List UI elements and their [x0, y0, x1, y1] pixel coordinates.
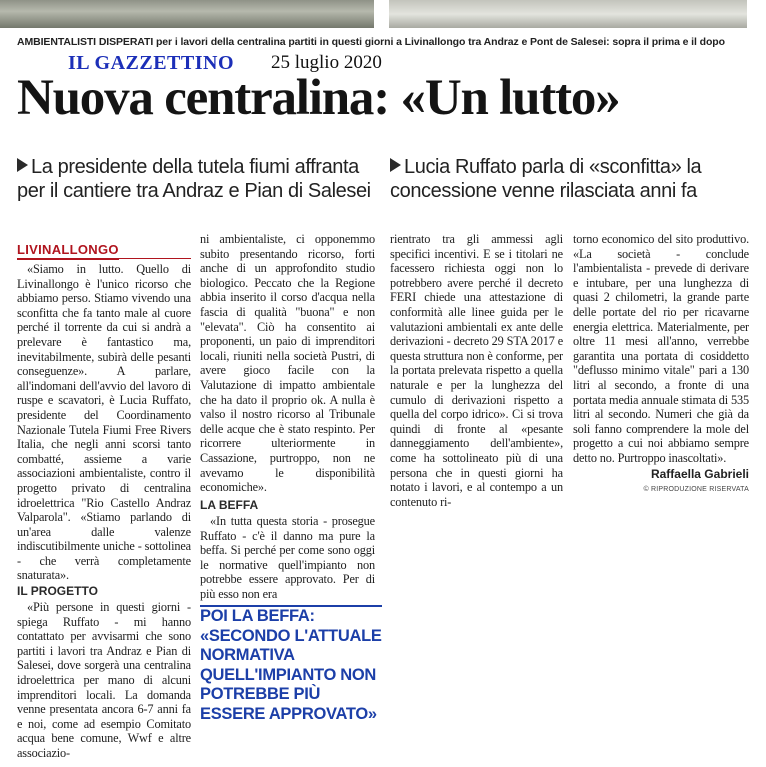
article-column-3 [390, 232, 563, 509]
copyright-notice: © RIPRODUZIONE RISERVATA [643, 486, 749, 493]
section-heading-beffa: LA BEFFA [200, 498, 259, 512]
publication-date: 25 luglio 2020 [271, 52, 382, 73]
photo-before [0, 0, 374, 28]
paragraph: «Siamo in lutto. Quello di Livinallongo è l'unico ricorso che abbiamo perso. Stiamo vivendo una sconfitta che fa tanto male al cuore perché il torrente da cui si andrà a prelevare è fantastico ma, inevitabilmente, subirà delle pesanti conseguenze». A parlare, all'indomani dell'avvio del lavoro di ruspe e scavatori, è Lucia Ruffato, presidente del Coordinamento Nazionale Tutela Fiumi Free Rivers Italia, che negli anni scorsi tanto combatté, assieme a varie associazioni ambientaliste, contro il progetto privato di centralina idroelettrica "Rio Castello Andraz Valparola". «Stiamo parlando di un'area dalle valenze indiscutibilmente uniche - sottolinea - che verrà completamente snaturata». [17, 262, 191, 583]
kicker-rule [17, 258, 191, 259]
photo-strip [0, 0, 766, 30]
triangle-bullet-icon [390, 158, 401, 172]
pull-quote: POI LA BEFFA: «SECONDO L'ATTUALE NORMATIVA QUELL'IMPIANTO NON POTREBBE PIÙ ESSERE APPROVATO» [200, 607, 382, 723]
subheadline-right [390, 155, 760, 203]
section-heading-progetto: IL PROGETTO [17, 584, 98, 598]
subheadline-right-text: Lucia Ruffato parla di «sconfitta» la concessione venne rilasciata anni fa [390, 156, 702, 202]
subheadline-left [17, 155, 387, 203]
article-column-1 [17, 262, 191, 583]
article-column-2 [200, 232, 375, 495]
photo-after [389, 0, 747, 28]
subheadline-left-text: La presidente della tutela fiumi affranta per il cantiere tra Andraz e Pian di Salesei [17, 156, 371, 202]
paragraph: rientrato tra gli ammessi agli specifici incentivi. E se i titolari ne facessero richiesta oggi non lo potrebbero avere perché il decreto FERI chiede una attestazione di conformità alle linee guida per le valutazioni ambientali ex ante delle derivazioni - decreto 29 STA 2017 e questa struttura non è conforme, per la portata prelevata rispetto a quella naturale e per la lunghezza del cumulo di derivazioni rispetto a quella del corpo idrico». Ci si trova quindi di fronte al «pesante danneggiamento dell'ambiente», come ha sottolineato più di una persona che in questi giorni ha notato i lavori, e al contempo a un contenuto ri- [390, 232, 563, 509]
article-column-1b [17, 600, 191, 761]
paragraph: «Più persone in questi giorni - spiega Ruffato - mi hanno contattato per avvisarmi che sono partiti i lavori tra Andraz e Pian di Salesei, dove sorgerà una centralina idroelettrica per mano di alcuni imprenditori locali. La domanda venne presentata ancora 6-7 anni fa e noi, come ad esempio Comitato acqua bene comune, Wwf e altre associazio- [17, 600, 191, 760]
newspaper-masthead: IL GAZZETTINO [68, 52, 235, 74]
article-column-4 [573, 232, 749, 466]
location-kicker: LIVINALLONGO [17, 242, 119, 260]
caption-text: per i lavori della centralina partiti in questi giorni a Livinallongo tra Andraz e Pont de Salesei: sopra il prima e il dopo [153, 36, 725, 48]
paragraph: ni ambientaliste, ci opponemmo subito presentando ricorso, forti anche di un approfondito studio biologico. Peccato che la Regione abbia inserito il corso d'acqua nella fascia di qualità "buona" e non "elevata". Ciò ha consentito ai proponenti, un paio di imprenditori locali, riuniti nella società Pustri, di avere gioco facile con la Valutazione di impatto ambientale che ha dato il proprio ok. A nulla è valso il nostro ricorso al Tribunale delle acque che è stato respinto. Per ricorrere ulteriormente in Cassazione, purtroppo, non ne avevamo le disponibilità economiche». [200, 232, 375, 495]
author-byline: Raffaella Gabrieli [650, 467, 749, 481]
photo-caption [17, 36, 757, 48]
caption-lead: AMBIENTALISTI DISPERATI [17, 36, 154, 48]
article-column-2b [200, 514, 375, 602]
paragraph: torno economico del sito produttivo. «La società - conclude l'ambientalista - prevede di derivare e intubare, per una lunghezza di quasi 2 chilometri, la grande parte delle portate del rio per ricavarne energia elettrica. Materialmente, per oltre 11 mesi all'anno, verrebbe garantita una portata di cosiddetto "deflusso minimo vitale" pari a 130 litri al secondo, a fronte di una portata media annuale stimata di 535 litri al secondo. Numeri che già da soli fanno comprendere la mole del progetto a cui noi abbiamo sempre detto no. Purtroppo inascoltati». [573, 232, 749, 465]
triangle-bullet-icon [17, 158, 28, 172]
paragraph: «In tutta questa storia - prosegue Ruffato - c'è il danno ma pure la beffa. Si perché per come sono oggi le normative quell'impianto non potrebbe essere approvato. Per di più esso non era [200, 514, 375, 601]
headline: Nuova centralina: «Un lutto» [17, 70, 620, 126]
